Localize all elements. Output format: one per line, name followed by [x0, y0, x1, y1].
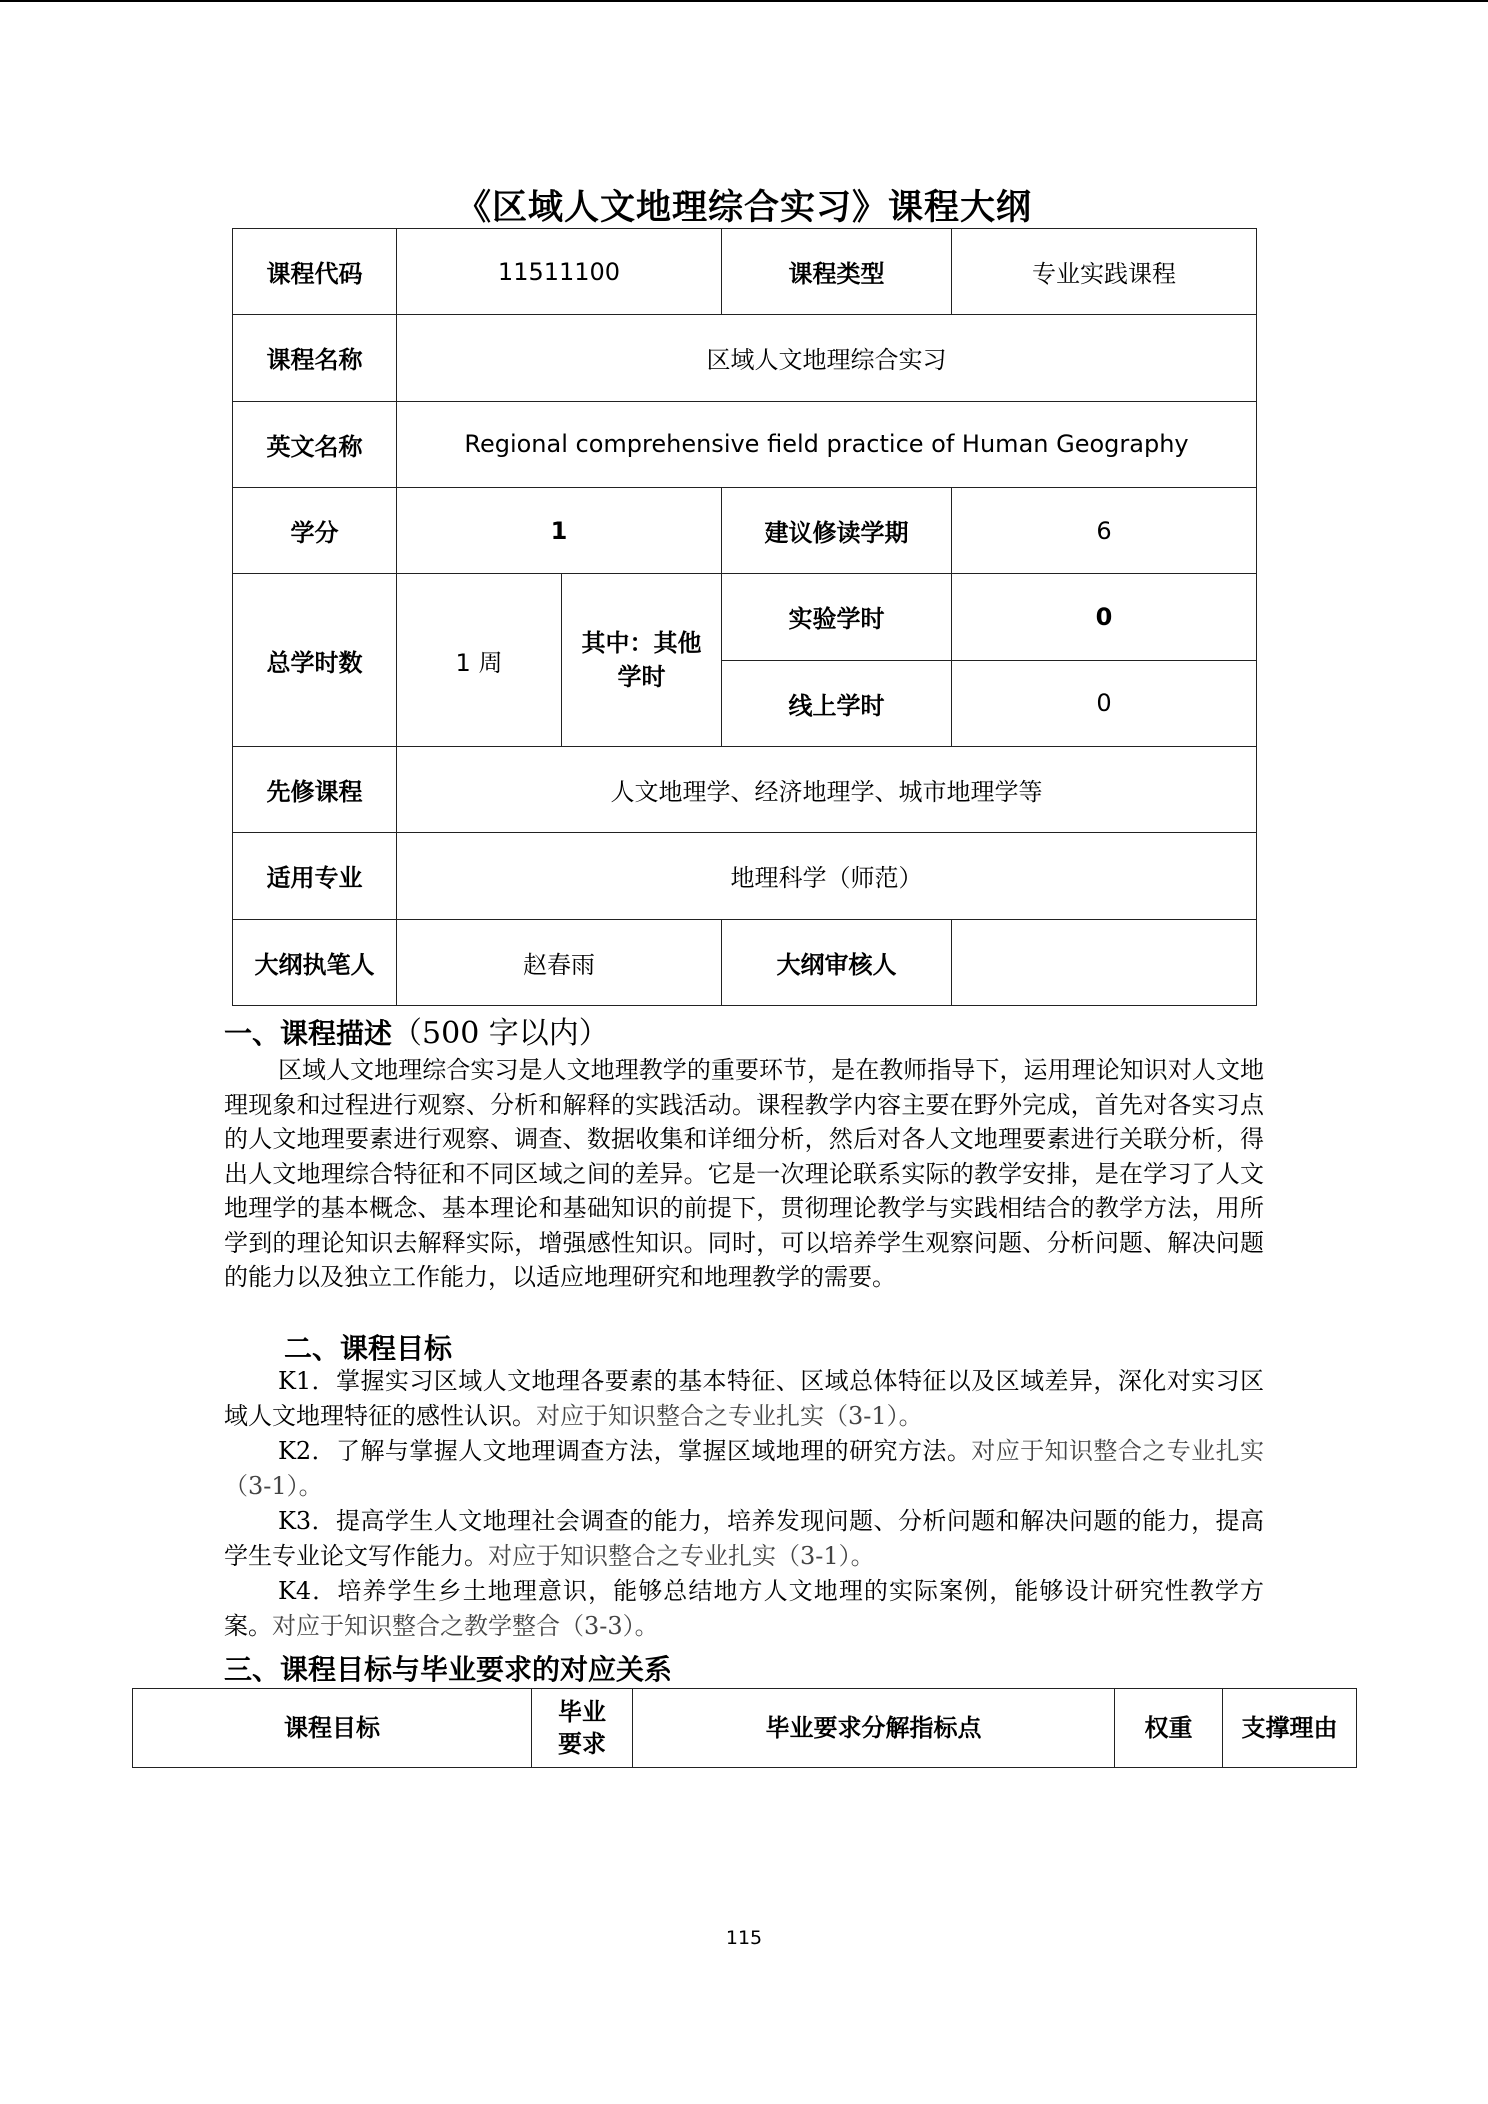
- section-1-heading: [224, 1008, 609, 1052]
- goal-k4-mapping: 对应于知识整合之教学整合（3-3）。: [272, 1611, 659, 1640]
- total-hours-value: 1 周: [397, 574, 562, 747]
- course-type-label: 课程类型: [722, 229, 952, 315]
- online-hours-value: 0: [952, 660, 1257, 746]
- credit-value: 1: [397, 487, 722, 573]
- course-type-value: 专业实践课程: [952, 229, 1257, 315]
- semester-label: 建议修读学期: [722, 487, 952, 573]
- page-top-border: [0, 0, 1488, 2]
- major-label: 适用专业: [233, 833, 397, 919]
- goal-k2-mapping: 对应于知识整合之专业扎实（3-1）。: [224, 1437, 1265, 1500]
- english-name-value: Regional comprehensive field practice of Human Geography: [397, 401, 1257, 487]
- section-3-heading: 三、课程目标与毕业要求的对应关系: [224, 1653, 673, 1686]
- section-1-heading-text: 一、课程描述: [224, 1017, 393, 1050]
- section-2-heading: 二、课程目标: [284, 1332, 453, 1365]
- semester-value: 6: [952, 487, 1257, 573]
- author-value: 赵春雨: [397, 919, 722, 1005]
- goal-k2-text: K2．了解与掌握人文地理调查方法，掌握区域地理的研究方法。: [278, 1437, 972, 1465]
- course-code-label: 课程代码: [233, 229, 397, 315]
- col-graduation-requirement: 毕业要求: [532, 1689, 633, 1768]
- goal-k4: [224, 1574, 1264, 1643]
- prereq-value: 人文地理学、经济地理学、城市地理学等: [397, 746, 1257, 832]
- prereq-label: 先修课程: [233, 746, 397, 832]
- other-hours-label: 其中：其他学时: [562, 574, 722, 747]
- goal-k1-text: K1．掌握实习区域人文地理各要素的基本特征、区域总体特征以及区域差异，深化对实习区域人文地理特征的感性认识。: [224, 1367, 1264, 1430]
- english-name-label: 英文名称: [233, 401, 397, 487]
- goal-requirement-table: [132, 1688, 1357, 1768]
- col-course-goal: 课程目标: [133, 1689, 532, 1768]
- total-hours-label: 总学时数: [233, 574, 397, 747]
- course-name-value: 区域人文地理综合实习: [397, 315, 1257, 401]
- goal-k3: [224, 1504, 1264, 1573]
- course-code-value: 11511100: [397, 229, 722, 315]
- course-info-table: [232, 228, 1257, 1006]
- author-label: 大纲执笔人: [233, 919, 397, 1005]
- goal-k1: [224, 1364, 1264, 1433]
- page-number: 115: [725, 1927, 763, 1949]
- lab-hours-value: 0: [952, 574, 1257, 660]
- goal-k2: [224, 1434, 1264, 1503]
- major-value: 地理科学（师范）: [397, 833, 1257, 919]
- online-hours-label: 线上学时: [722, 660, 952, 746]
- section-1-heading-note: （500 字以内）: [392, 1016, 609, 1051]
- course-description-paragraph: 区域人文地理综合实习是人文地理教学的重要环节，是在教师指导下，运用理论知识对人文地理现象和过程进行观察、分析和解释的实践活动。课程教学内容主要在野外完成，首先对各实习点的人文地理要素进行观察、调查、数据收集和详细分析，然后对各人文地理要素进行关联分析，得出人文地理综合特征和不同区域之间的差异。它是一次理论联系实际的教学安排，是在学习了人文地理学的基本概念、基本理论和基础知识的前提下，贯彻理论教学与实践相结合的教学方法，用所学到的理论知识去解释实际，增强感性知识。同时，可以培养学生观察问题、分析问题、解决问题的能力以及独立工作能力，以适应地理研究和地理教学的需要。: [224, 1056, 1264, 1291]
- goal-k3-mapping: 对应于知识整合之专业扎实（3-1）。: [488, 1541, 875, 1570]
- reviewer-label: 大纲审核人: [722, 919, 952, 1005]
- course-name-label: 课程名称: [233, 315, 397, 401]
- credit-label: 学分: [233, 487, 397, 573]
- goal-k3-text: K3．提高学生人文地理社会调查的能力，培养发现问题、分析问题和解决问题的能力，提高学生专业论文写作能力。: [224, 1507, 1264, 1570]
- col-weight: 权重: [1115, 1689, 1223, 1768]
- goal-k1-mapping: 对应于知识整合之专业扎实（3-1）。: [536, 1401, 923, 1430]
- goal-k4-text: K4．培养学生乡土地理意识，能够总结地方人文地理的实际案例，能够设计研究性教学方案。: [224, 1577, 1264, 1640]
- col-indicator: 毕业要求分解指标点: [633, 1689, 1115, 1768]
- document-title: 《区域人文地理综合实习》课程大纲: [455, 188, 1032, 228]
- lab-hours-label: 实验学时: [722, 574, 952, 660]
- col-support-reason: 支撑理由: [1223, 1689, 1357, 1768]
- reviewer-value: [952, 919, 1257, 1005]
